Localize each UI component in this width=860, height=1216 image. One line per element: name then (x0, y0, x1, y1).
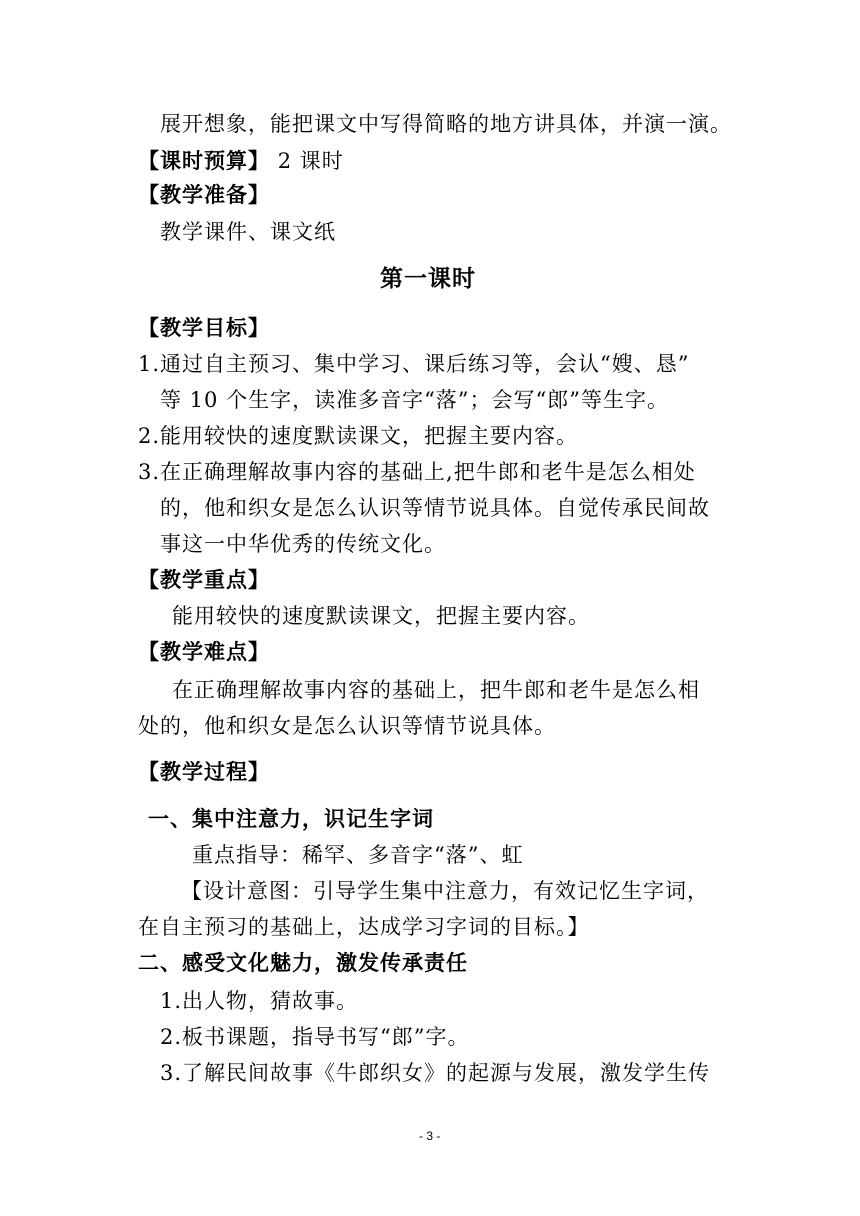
section-2-heading: 二、感受文化魅力，激发传承责任 (138, 951, 468, 975)
section-1-intent-line-2: 在自主预习的基础上，达成学习字词的目标。】 (138, 915, 590, 939)
objective-item-3: 3.在正确理解故事内容的基础上,把牛郎和老牛是怎么相处 (138, 460, 696, 484)
objective-item-1: 1.通过自主预习、集中学习、课后练习等，会认“嫂、恳” (138, 352, 690, 376)
difficulties-line-1: 在正确理解故事内容的基础上，把牛郎和老牛是怎么相 (172, 678, 700, 702)
objective-item-3-cont2: 事这一中华优秀的传统文化。 (160, 532, 446, 556)
lesson-title: 第一课时 (380, 266, 476, 292)
section-1-intent-line-1: 【设计意图：引导学生集中注意力，有效记忆生字词， (181, 879, 709, 903)
hours-value: 2 课时 (277, 149, 344, 173)
preparation-content: 教学课件、课文纸 (160, 220, 336, 244)
key-points-content: 能用较快的速度默读课文，把握主要内容。 (172, 604, 590, 628)
preparation-label: 【教学准备】 (138, 183, 270, 207)
section-2-step-1: 1.出人物，猜故事。 (160, 989, 359, 1013)
intro-line: 展开想象，能把课文中写得简略的地方讲具体，并演一演。 (160, 112, 732, 136)
process-label: 【教学过程】 (138, 760, 270, 784)
section-1-heading: 一、集中注意力，识记生字词 (148, 807, 434, 831)
objective-item-2: 2.能用较快的速度默读课文，把握主要内容。 (138, 424, 579, 448)
section-2-step-3: 3.了解民间故事《牛郎织女》的起源与发展，激发学生传 (160, 1061, 711, 1085)
objectives-label: 【教学目标】 (138, 316, 270, 340)
key-points-label: 【教学重点】 (138, 568, 270, 592)
section-1-guide: 重点指导：稀罕、多音字“落”、虹 (192, 843, 524, 867)
section-2-step-2: 2.板书课题，指导书写“郎”字。 (160, 1025, 470, 1049)
hours-row (138, 146, 344, 176)
page-number: - 3 - (419, 1129, 441, 1143)
hours-label: 【课时预算】 (138, 149, 270, 173)
objective-item-1-cont: 等 10 个生字，读准多音字“落”；会写“郎”等生字。 (160, 388, 670, 412)
difficulties-line-2: 处的，他和织女是怎么认识等情节说具体。 (138, 714, 556, 738)
difficulties-label: 【教学难点】 (138, 640, 270, 664)
objective-item-3-cont: 的，他和织女是怎么认识等情节说具体。自觉传承民间故 (160, 496, 710, 520)
